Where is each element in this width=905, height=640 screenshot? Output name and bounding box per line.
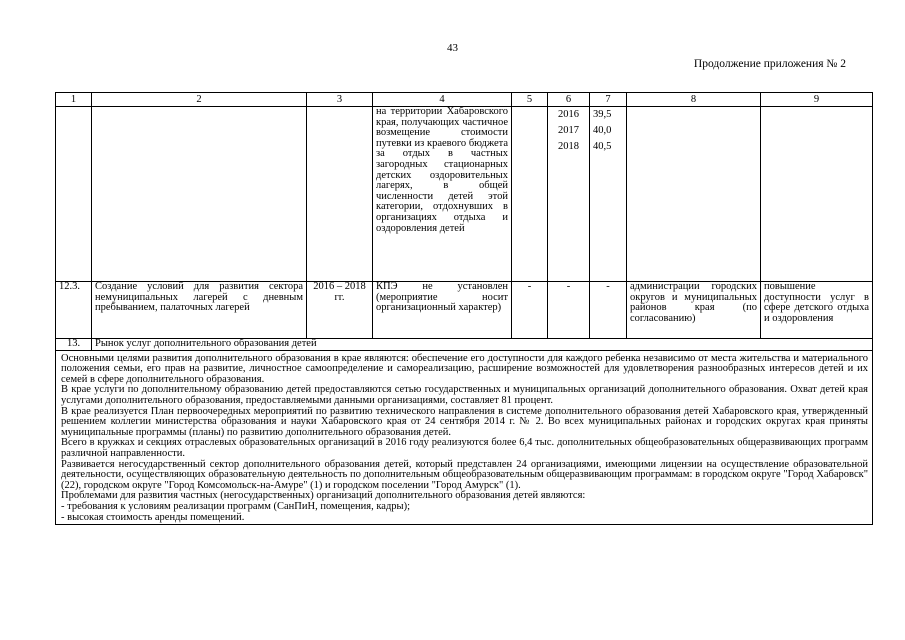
table-row (56, 282, 873, 339)
page-number: 43 (447, 42, 458, 54)
measure-text: Создание условий для развития сектора немуниципальных лагерей с дневным пребыванием, палаточных лагерей (92, 282, 307, 339)
paragraph: Проблемами для развития частных (негосударственных) организаций дополнительного образования детей являются: (61, 490, 586, 502)
program-table (55, 92, 873, 525)
text-row (56, 350, 873, 525)
paragraph: В крае услуги по дополнительному образованию детей предоставляются сетью государственных и муниципальных организаций дополнительного образования. Охват детей края услугами дополнительного образования, предоставляемыми данными организациями, составляет 81 процент. (61, 384, 868, 406)
cell (307, 107, 373, 282)
dash-cell: - (512, 282, 548, 339)
paragraph: - высокая стоимость аренды помещений. (61, 511, 245, 523)
years-cell (548, 107, 590, 282)
indicator-text: КПЭ не установлен (мероприятие носит организационный характер) (373, 282, 512, 339)
section-row (56, 339, 873, 351)
period-text: 2016 – 2018 гг. (307, 282, 373, 339)
header-cell: 4 (373, 93, 512, 107)
year: 2018 (558, 141, 579, 152)
cell (627, 107, 761, 282)
row-number: 12.3. (56, 282, 92, 339)
section-title: Рынок услуг дополнительного образования детей (92, 339, 873, 351)
values-cell (590, 107, 627, 282)
year: 2016 (558, 109, 579, 120)
appendix-label: Продолжение приложения № 2 (693, 58, 846, 70)
value: 40,0 (593, 125, 612, 136)
header-cell: 8 (627, 93, 761, 107)
row-number: 13. (56, 339, 92, 351)
executor-text: администрации городских округов и муниципальных районов края (по согласованию) (627, 282, 761, 339)
header-cell: 7 (590, 93, 627, 107)
header-cell: 1 (56, 93, 92, 107)
value: 39,5 (593, 109, 612, 120)
result-text: повышение доступности услуг в сфере детского отдыха и оздоровления (761, 282, 873, 339)
paragraph: Развивается негосударственный сектор дополнительного образования детей, который представлен 24 организациями, имеющими лицензии на осуществление образовательной деятельности, осуществляющих образовательную деятельность по дополнительным общеобразовательным общеразвивающим программам: в городском округе "Город Хабаровск" (22), городском округе "Город Комсомольск-на-Амуре" (1) и городском поселении "Город Амурск" (1). (61, 458, 868, 491)
section-description (56, 350, 873, 525)
dash-cell: - (590, 282, 627, 339)
header-cell: 9 (761, 93, 873, 107)
header-cell: 5 (512, 93, 548, 107)
header-row (56, 93, 873, 107)
cell (761, 107, 873, 282)
indicator-text: на территории Хабаровского края, получающих частичное возмещение стоимости путевки из краевого бюджета за отдых в частных загородных стационарных детских оздоровительных лагерях, в общей численности детей этой категории, отдохнувших в организациях отдыха и оздоровления детей (373, 107, 512, 282)
cell (92, 107, 307, 282)
paragraph: Основными целями развития дополнительного образования в крае являются: обеспечение его доступности для каждого ребенка независимо от места жительства и материального положения семьи, его прав на развитие, личностное самоопределение и самореализацию, расширение возможностей для удовлетворения разнообразных интересов детей и их семей в сфере дополнительного образования. (61, 352, 868, 385)
value: 40,5 (593, 141, 612, 152)
header-cell: 6 (548, 93, 590, 107)
header-cell: 2 (92, 93, 307, 107)
cell (512, 107, 548, 282)
paragraph: В крае реализуется План первоочередных мероприятий по развитию технического направления в системе дополнительного образования детей Хабаровского края, утвержденный решением коллегии министерства образования и науки Хабаровского края от 24 сентября 2014 г. № 2. Во всех муниципальных районах и городских округах края приняты муниципальные программы (планы) по развитию дополнительного образования детей. (61, 405, 868, 438)
paragraph: - требования к условиям реализации программ (СанПиН, помещения, кадры); (61, 500, 411, 512)
header-cell: 3 (307, 93, 373, 107)
dash-cell: - (548, 282, 590, 339)
paragraph: Всего в кружках и секциях отраслевых образовательных организаций в 2016 году реализуются более 6,4 тыс. дополнительных общеобразовательных общеразвивающих программ различной направленности. (61, 437, 868, 459)
year: 2017 (558, 125, 579, 136)
cell (56, 107, 92, 282)
continuation-row (56, 107, 873, 282)
